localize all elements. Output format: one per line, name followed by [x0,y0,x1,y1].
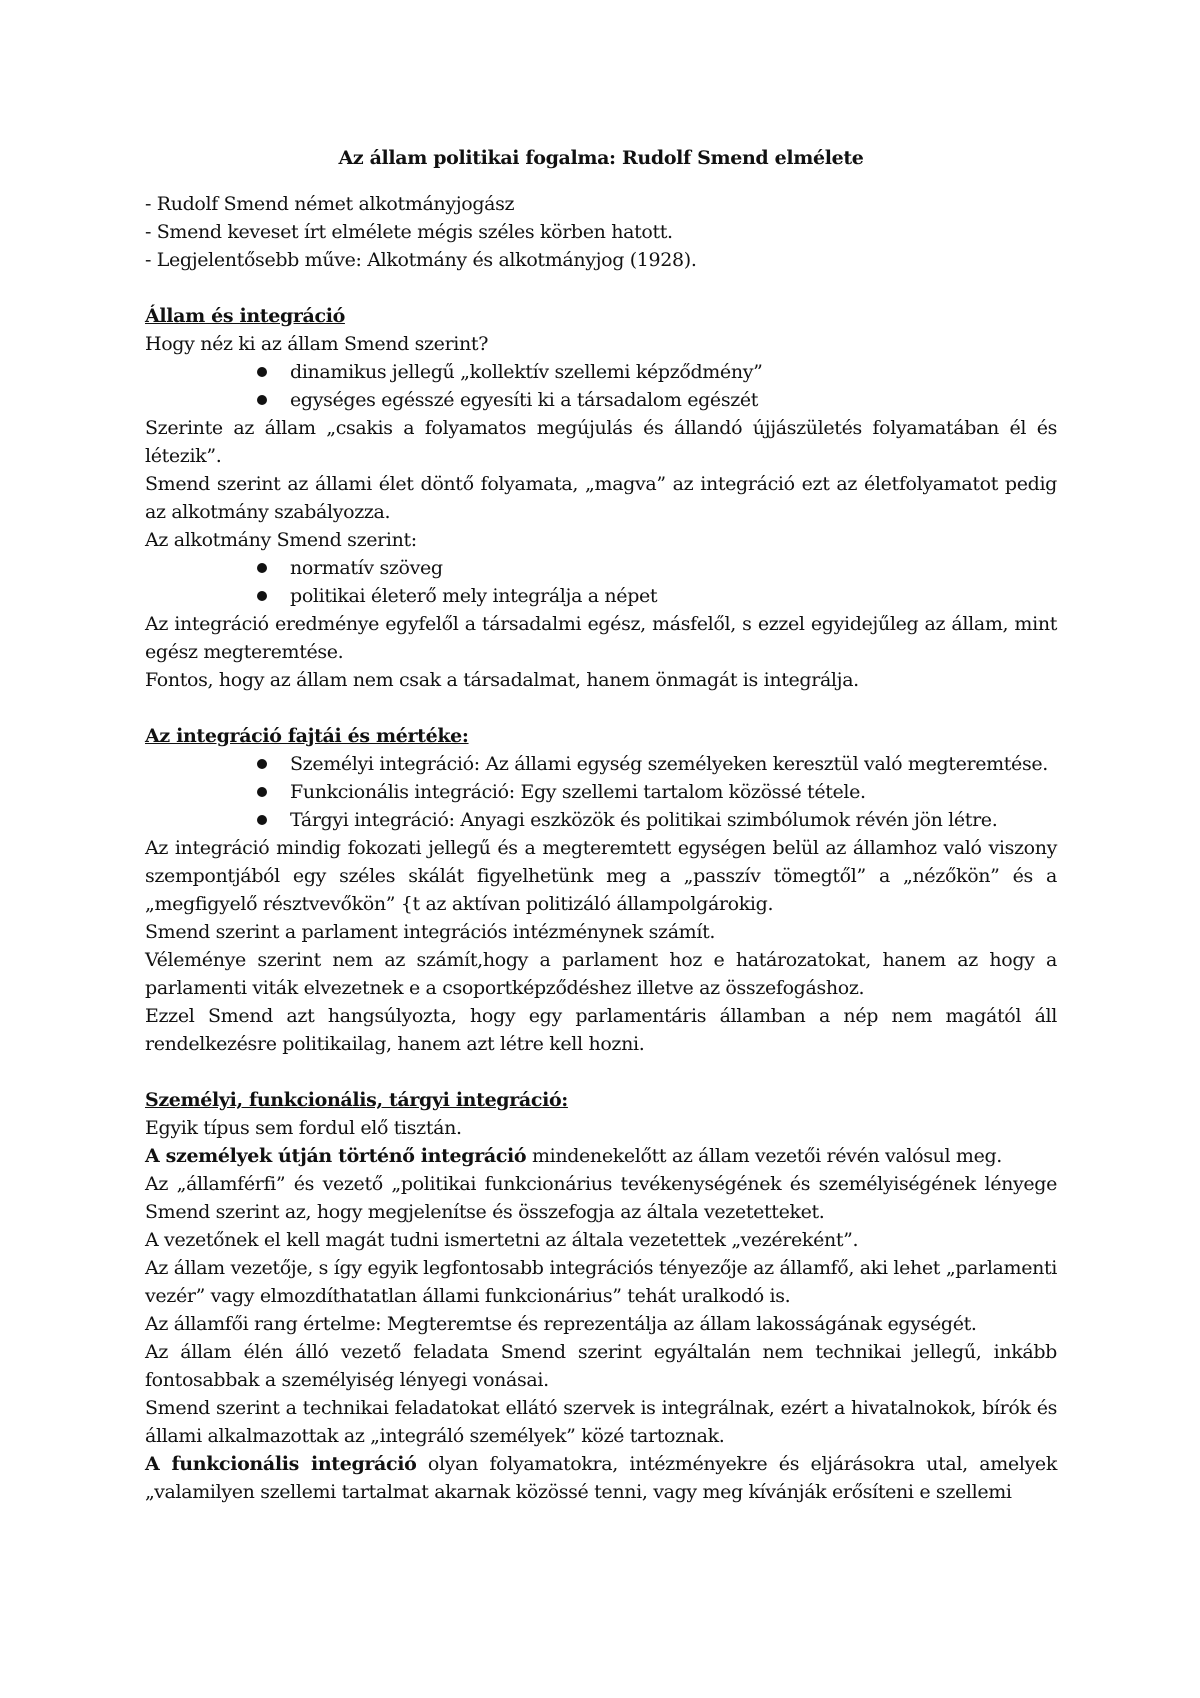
bullet-icon [257,591,267,601]
paragraph [145,1142,1057,1170]
paragraph: Az integráció eredménye egyfelől a társadalmi egész, másfelől, s ezzel egyidejűleg az állam, mint egész megteremtése. [145,613,1057,663]
section-heading-integracio-fajtai: Az integráció fajtái és mértéke: [145,725,469,747]
bold-term: A funkcionális integráció [145,1453,417,1475]
intro-line: - Rudolf Smend német alkotmányjogász [145,193,515,215]
bullet-icon [257,787,267,797]
list-item: dinamikus jellegű „kollektív szellemi képződmény” [145,358,1057,386]
bullet-icon [257,367,267,377]
paragraph: Fontos, hogy az állam nem csak a társadalmat, hanem önmagát is integrálja. [145,669,859,691]
paragraph: Az állam vezetője, s így egyik legfontosabb integrációs tényezője az államfő, aki lehet „parlamenti vezér” vagy elmozdíthatatlan állami funkcionárius” tehát uralkodó is. [145,1257,1057,1307]
section-heading-szemelyi-funkcionalis-targyi: Személyi, funkcionális, tárgyi integráció: [145,1089,568,1111]
paragraph: Hogy néz ki az állam Smend szerint? [145,333,489,355]
list-item: politikai életerő mely integrálja a népet [145,582,1057,610]
paragraph: Smend szerint az állami élet döntő folyamata, „magva” az integráció ezt az életfolyamatot pedig az alkotmány szabályozza. [145,473,1057,523]
bullet-icon [257,563,267,573]
bullet-icon [257,815,267,825]
paragraph-text: olyan folyamatokra, intézményekre és eljárásokra utal, amelyek „valamilyen szellemi tartalmat akarnak közössé tenni, vagy meg kívánják erősíteni e szellemi [145,1453,1057,1503]
paragraph: Az államfői rang értelme: Megteremtse és reprezentálja az állam lakosságának egységét. [145,1313,977,1335]
spacer [145,274,1057,302]
paragraph: Véleménye szerint nem az számít,hogy a parlament hoz e határozatokat, hanem az hogy a parlamenti viták elvezetnek e a csoportképződéshez illetve az összefogáshoz. [145,949,1057,999]
paragraph: Az integráció mindig fokozati jellegű és a megteremtett egységen belül az államhoz való viszony szempontjából egy széles skálát figyelhetünk meg a „passzív tömegtől” a „nézőkön” és a „megfigyelő résztvevőkön” {t az aktívan politizáló állampolgárokig. [145,837,1057,915]
bullet-list [145,750,1057,834]
document-title: Az állam politikai fogalma: Rudolf Smend elmélete [338,147,864,169]
bullet-icon [257,759,267,769]
paragraph: Ezzel Smend azt hangsúlyozta, hogy egy parlamentáris államban a nép nem magától áll rendelkezésre politikailag, hanem azt létre kell hozni. [145,1005,1057,1055]
list-item: Személyi integráció: Az állami egység személyeken keresztül való megteremtése. [145,750,1057,778]
paragraph: Egyik típus sem fordul elő tisztán. [145,1117,462,1139]
paragraph: Szerinte az állam „csakis a folyamatos megújulás és állandó újjászületés folyamatában él és létezik”. [145,417,1057,467]
paragraph [145,1450,1057,1506]
paragraph: Az állam élén álló vezető feladata Smend szerint egyáltalán nem technikai jellegű, inkább fontosabbak a személyiség lényegi vonásai. [145,1341,1057,1391]
bullet-icon [257,395,267,405]
list-item: normatív szöveg [145,554,1057,582]
list-item: egységes egésszé egyesíti ki a társadalom egészét [145,386,1057,414]
spacer [145,694,1057,722]
document-body [145,144,1057,1506]
bullet-list [145,554,1057,610]
spacer [145,1058,1057,1086]
paragraph: Az alkotmány Smend szerint: [145,529,417,551]
list-item: Tárgyi integráció: Anyagi eszközök és politikai szimbólumok révén jön létre. [145,806,1057,834]
intro-line: - Legjelentősebb műve: Alkotmány és alkotmányjog (1928). [145,249,697,271]
intro-line: - Smend keveset írt elmélete mégis széles körben hatott. [145,221,673,243]
paragraph: Az „államférfi” és vezető „politikai funkcionárius tevékenységének és személyiségének lényege Smend szerint az, hogy megjelenítse és összefogja az általa vezetetteket. [145,1173,1057,1223]
paragraph-text: mindenekelőtt az állam vezetői révén valósul meg. [526,1145,1002,1167]
bullet-list [145,358,1057,414]
bold-term: A személyek útján történő integráció [145,1145,527,1167]
paragraph: Smend szerint a parlament integrációs intézménynek számít. [145,921,716,943]
paragraph: Smend szerint a technikai feladatokat ellátó szervek is integrálnak, ezért a hivatalnokok, bírók és állami alkalmazottak az „integráló személyek” közé tartoznak. [145,1397,1057,1447]
section-heading-allam-es-integracio: Állam és integráció [145,305,345,327]
paragraph: A vezetőnek el kell magát tudni ismertetni az általa vezetettek „vezéreként”. [145,1229,859,1251]
list-item: Funkcionális integráció: Egy szellemi tartalom közössé tétele. [145,778,1057,806]
